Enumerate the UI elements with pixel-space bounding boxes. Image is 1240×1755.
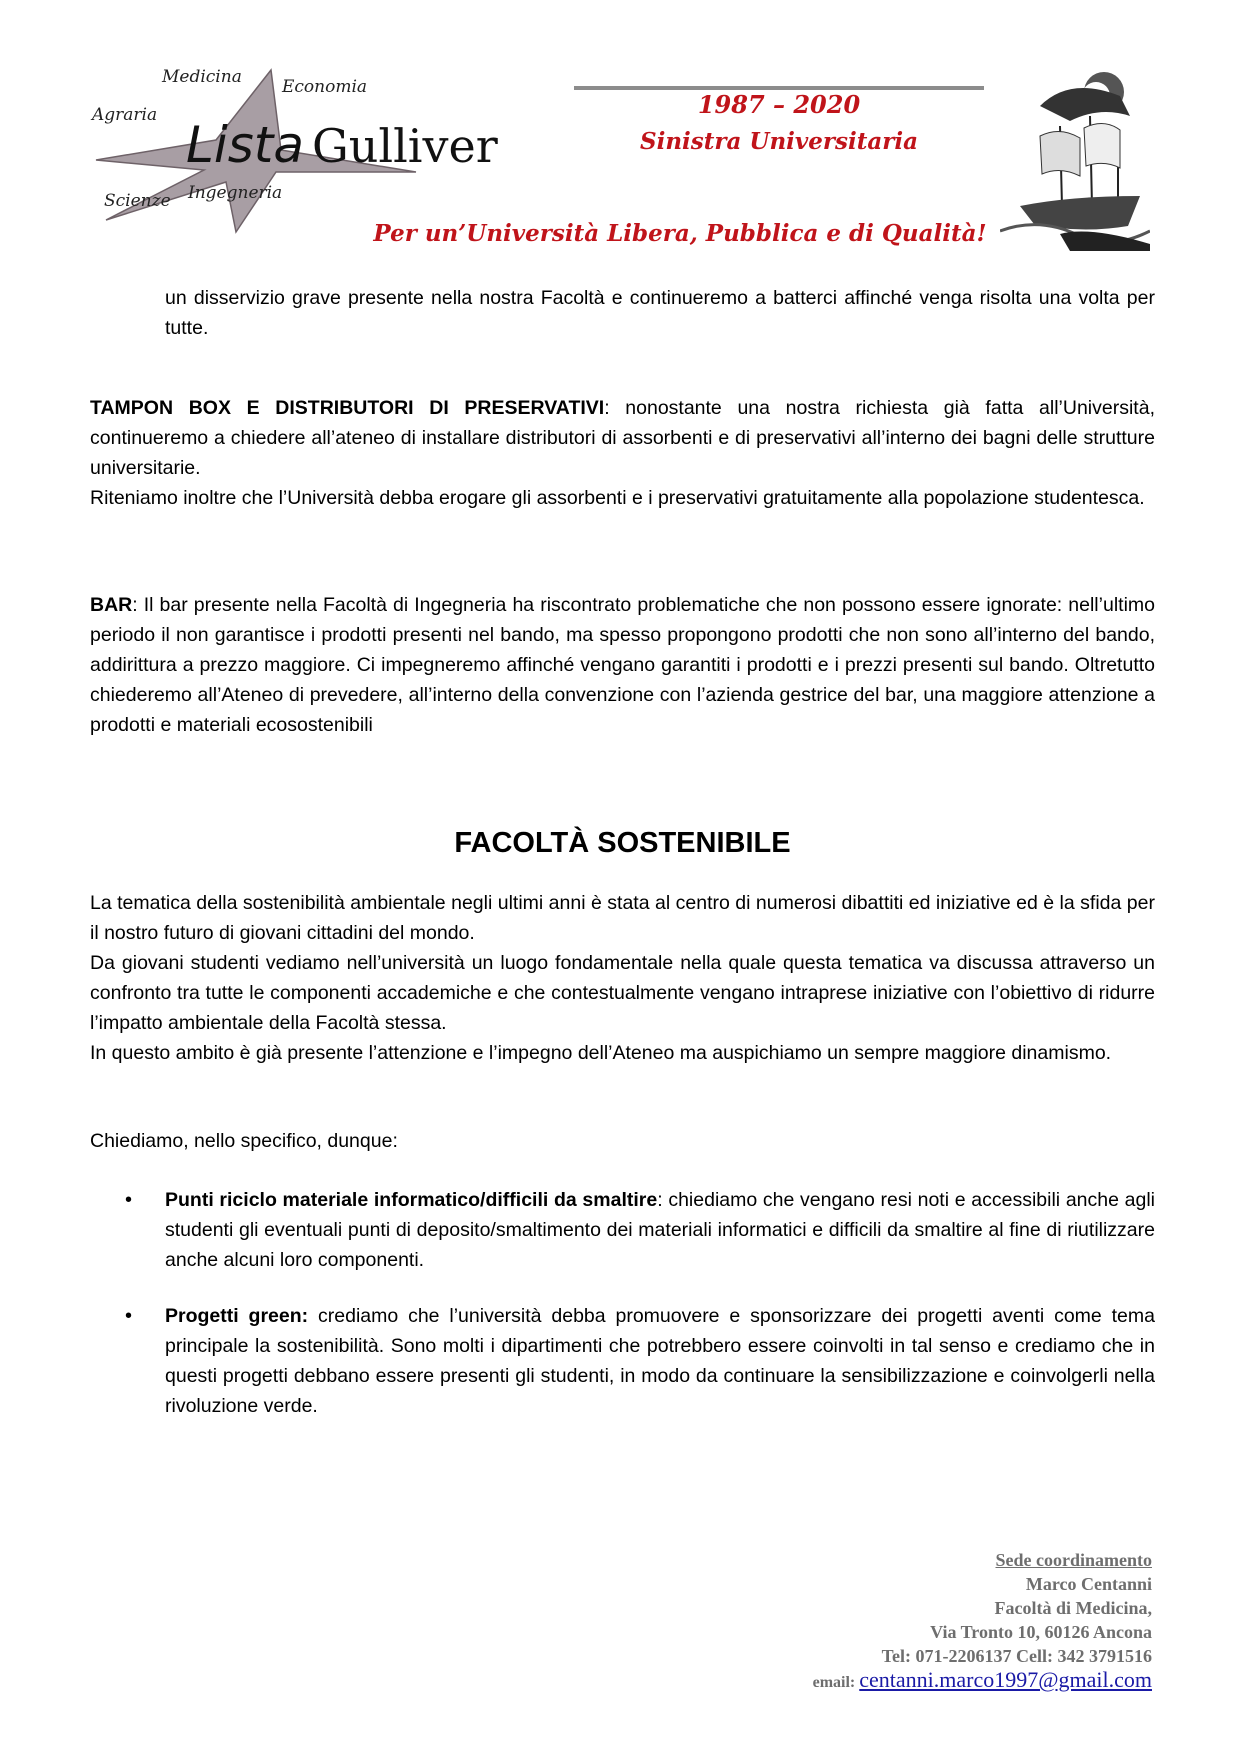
- bar-text: : Il bar presente nella Facoltà di Ingegneria ha riscontrato problematiche che non possono essere ignorate: nell’ultimo periodo il non garantisce i prodotti presenti nel bando, ma spesso propongono prodotti che non sono all’interno del bando, addirittura a prezzo maggiore. Ci impegneremo affinché vengano garantiti i prodotti e i prezzi presenti sul bando. Oltretutto chiederemo all’Ateneo di prevedere, all’interno della convenzione con l’azienda gestrice del bar, una maggiore attenzione a prodotti e materiali ecosostenibili: [90, 594, 1155, 736]
- footer-address: Via Tronto 10, 60126 Ancona: [930, 1622, 1152, 1642]
- logo-name-gulliver: Gulliver: [312, 119, 498, 173]
- logo-name-lista: Lista: [186, 116, 305, 174]
- bullet-text-green: crediamo che l’università debba promuovere e sponsorizzare dei progetti aventi come tema principale la sostenibilità. Sono molti i dipartimenti che potrebbero essere coinvolti in tal senso e crediamo che in questi progetti debbano essere presenti gli studenti, in modo da continuare la sensibilizzazione e coinvolgerli nella rivoluzione verde.: [165, 1305, 1155, 1417]
- bullet-marker: •: [125, 1189, 133, 1211]
- tampon-section: [90, 393, 1155, 513]
- sostenibile-paragraph-1: La tematica della sostenibilità ambientale negli ultimi anni è stata al centro di numerosi dibattiti ed iniziative ed è la sfida per il nostro futuro di giovani cittadini del mondo.: [90, 892, 1155, 944]
- sostenibile-paragraph-3: In questo ambito è già presente l’attenzione e l’impegno dell’Ateneo ma auspichiamo un sempre maggiore dinamismo.: [90, 1042, 1112, 1064]
- bullet-item-riciclo: [165, 1185, 1155, 1275]
- footer-email-label: email:: [812, 1674, 856, 1691]
- footer-faculty: Facoltà di Medicina,: [994, 1598, 1152, 1618]
- logo-faculty-economia: Economia: [282, 77, 368, 97]
- header-subtitle: Sinistra Universitaria: [639, 128, 918, 155]
- tampon-title: TAMPON BOX E DISTRIBUTORI DI PRESERVATIVI: [90, 397, 605, 419]
- footer-title: Sede coordinamento: [995, 1550, 1152, 1570]
- bullet-item-green: [165, 1301, 1155, 1421]
- bullet-title-riciclo: Punti riciclo materiale informatico/difficili da smaltire: [165, 1189, 658, 1211]
- intro-paragraph: un disservizio grave presente nella nostra Facoltà e continueremo a batterci affinché venga risolta una volta per tutte.: [165, 287, 1155, 339]
- section-heading-sostenibile: FACOLTÀ SOSTENIBILE: [454, 827, 791, 859]
- footer-contact: [813, 1548, 1152, 1695]
- bullet-text-riciclo: : chiediamo che vengano resi noti e accessibili anche agli studenti gli eventuali punti di deposito/smaltimento dei materiali informatici e difficili da smaltire al fine di riutilizzare anche alcuni loro componenti.: [165, 1189, 1155, 1271]
- footer-email-link[interactable]: centanni.marco1997@gmail.com: [859, 1667, 1152, 1692]
- footer-name: Marco Centanni: [1025, 1574, 1152, 1594]
- footer-phones: Tel: 071-2206137 Cell: 342 3791516: [881, 1646, 1152, 1666]
- logo-faculty-scienze: Scienze: [104, 191, 171, 211]
- logo-faculty-ingegneria: Ingegneria: [188, 183, 283, 203]
- sostenibile-section: [90, 888, 1155, 1068]
- tampon-text-1: : nonostante una nostra richiesta già fatta all’Università, continueremo a chiedere all’ateneo di installare distributori di assorbenti e di preservativi all’interno dei bagni delle strutture universitarie.: [90, 397, 1155, 479]
- ship-illustration: [1000, 66, 1150, 251]
- footer-email-line: [813, 1668, 1152, 1695]
- tampon-paragraph-1: [90, 393, 1155, 483]
- tampon-paragraph-2: Riteniamo inoltre che l’Università debba erogare gli assorbenti e i preservativi gratuitamente alla popolazione studentesca.: [90, 487, 1145, 509]
- logo-faculty-agraria: Agraria: [92, 105, 158, 125]
- sostenibile-paragraph-2: Da giovani studenti vediamo nell’università un luogo fondamentale nella quale questa tematica va discussa attraverso un confronto tra tutte le componenti accademiche e che contestualmente vengano intraprese iniziative con l’obiettivo di ridurre l’impatto ambientale della Facoltà stessa.: [90, 952, 1155, 1034]
- bar-paragraph: [90, 590, 1155, 740]
- lista-gulliver-logo: [86, 62, 576, 242]
- ask-paragraph: Chiediamo, nello specifico, dunque:: [90, 1130, 398, 1152]
- bullet-title-green: Progetti green:: [165, 1305, 309, 1327]
- bullet-marker: •: [125, 1305, 133, 1327]
- header-motto: Per un’Università Libera, Pubblica e di Qualità!: [373, 220, 987, 247]
- bar-section: [90, 590, 1155, 740]
- logo-faculty-medicina: Medicina: [162, 67, 242, 87]
- header-years: 1987 – 2020: [697, 90, 861, 119]
- bar-title: BAR: [90, 594, 133, 616]
